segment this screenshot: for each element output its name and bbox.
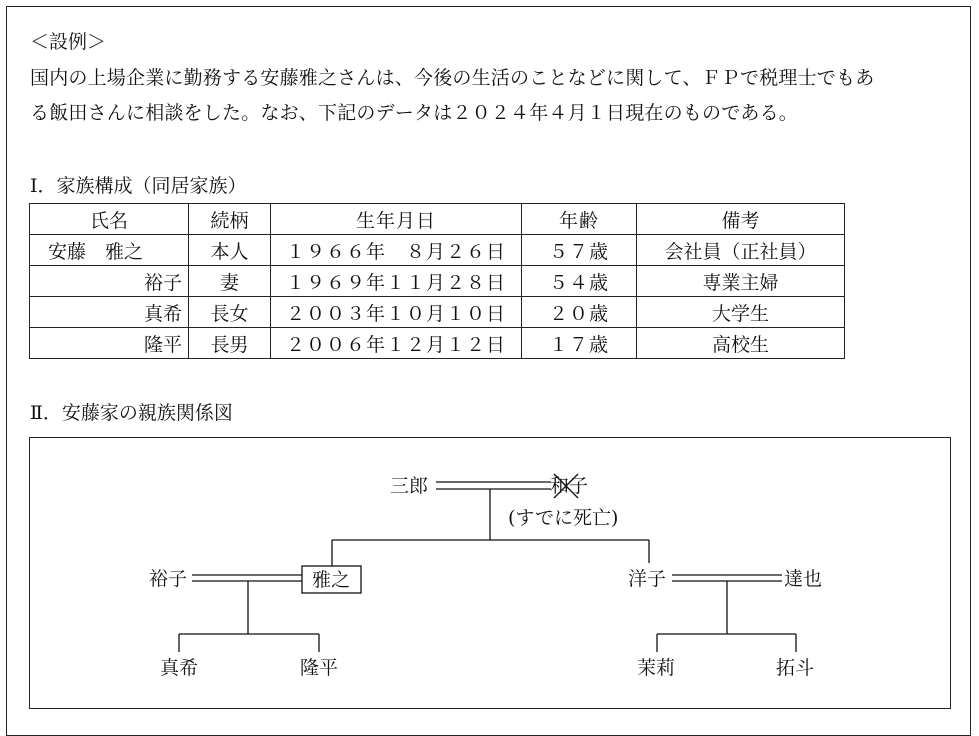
cell-birth: １９６６年 ８月２６日 <box>271 235 522 266</box>
cell-relation: 長女 <box>189 297 271 328</box>
intro-line-1: 国内の上場企業に勤務する安藤雅之さんは、今後の生活のことなどに関して、ＦＰで税理士でもあ <box>30 67 875 89</box>
wife-name: 裕子 <box>149 568 188 590</box>
family-tree-svg <box>30 438 952 710</box>
son-name: 隆平 <box>300 657 339 679</box>
cell-name: 隆平 <box>30 328 189 359</box>
header-relation: 続柄 <box>189 204 271 235</box>
cell-name: 裕子 <box>30 266 189 297</box>
cell-note: 専業主婦 <box>637 266 845 297</box>
family-table <box>29 203 845 359</box>
grandfather-name: 三郎 <box>390 475 429 497</box>
daughter-name: 真希 <box>160 657 199 679</box>
cell-note: 大学生 <box>637 297 845 328</box>
table-row <box>30 266 845 297</box>
niece-name: 茉莉 <box>637 657 676 679</box>
nephew-name: 拓斗 <box>776 657 815 679</box>
table-header-row <box>30 204 845 235</box>
section-1-title: Ⅰ．家族構成（同居家族） <box>30 175 247 197</box>
table-row <box>30 297 845 328</box>
header-age: 年齢 <box>522 204 637 235</box>
cell-age: ５７歳 <box>522 235 637 266</box>
cell-name: 真希 <box>30 297 189 328</box>
cell-age: ２０歳 <box>522 297 637 328</box>
case-heading: ＜設例＞ <box>30 31 107 53</box>
cell-birth: ２００６年１２月１２日 <box>271 328 522 359</box>
table-row <box>30 235 845 266</box>
cell-relation: 本人 <box>189 235 271 266</box>
cell-birth: １９６９年１１月２８日 <box>271 266 522 297</box>
self-name: 雅之 <box>312 569 351 591</box>
cell-age: ５４歳 <box>522 266 637 297</box>
deceased-note: (すでに死亡) <box>508 507 619 529</box>
family-tree-diagram <box>29 437 951 709</box>
cell-relation: 長男 <box>189 328 271 359</box>
header-birth: 生年月日 <box>271 204 522 235</box>
brother-in-law-name: 達也 <box>784 568 823 590</box>
header-note: 備考 <box>637 204 845 235</box>
cell-note: 会社員（正社員） <box>637 235 845 266</box>
header-name: 氏名 <box>30 204 189 235</box>
cell-note: 高校生 <box>637 328 845 359</box>
table-row <box>30 328 845 359</box>
grandmother-name: 和子 <box>550 475 589 497</box>
sister-name: 洋子 <box>628 568 667 590</box>
cell-birth: ２００３年１０月１０日 <box>271 297 522 328</box>
cell-age: １７歳 <box>522 328 637 359</box>
intro-line-2: る飯田さんに相談をした。なお、下記のデータは２０２４年４月１日現在のものである。 <box>30 102 799 124</box>
cell-name: 安藤 雅之 <box>30 235 189 266</box>
section-2-title: Ⅱ．安藤家の親族関係図 <box>30 402 233 424</box>
cell-relation: 妻 <box>189 266 271 297</box>
